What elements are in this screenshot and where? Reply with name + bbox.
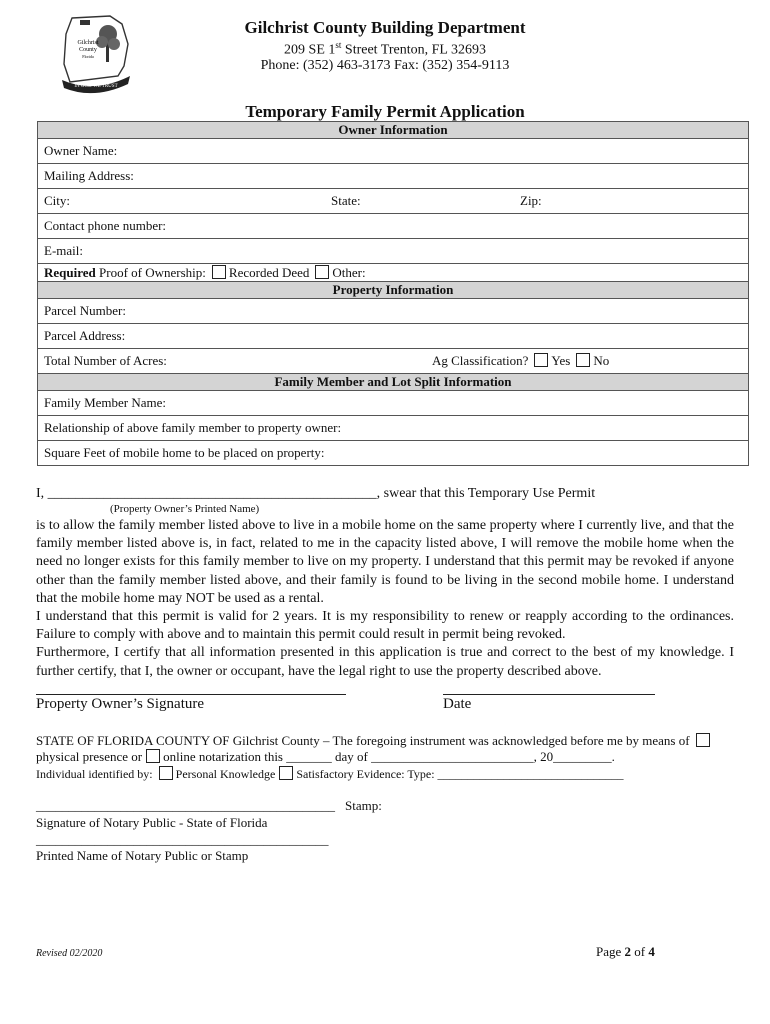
- notary-presence-row: physical presence or online notarization this _______ day of _________________________, 20_________.: [36, 749, 615, 764]
- mailing-address-field[interactable]: Mailing Address:: [38, 164, 749, 189]
- printed-name-caption: (Property Owner’s Printed Name): [110, 503, 260, 515]
- ag-no-label: No: [593, 353, 610, 368]
- ag-yes-checkbox[interactable]: [534, 353, 548, 367]
- required-label: Required: [44, 264, 96, 280]
- recorded-deed-checkbox[interactable]: [212, 265, 226, 279]
- zip-label: Zip:: [520, 193, 542, 208]
- statement-paragraph: is to allow the family member listed above to live in a mobile home on the same property where I currently live, and that the family member listed above is, in fact, related to me in the capacity listed above, I will remove the mobile home when the need no longer exists for this family member to live on my property. I understand that this permit may be revoked if anyone other than the family member listed above, and their family is found to be living in the second mobile home. I understand that the mobile home may NOT be used as a rental.: [36, 518, 734, 606]
- personal-knowledge-checkbox[interactable]: [159, 766, 173, 780]
- online-notarization-checkbox[interactable]: [146, 749, 160, 763]
- recorded-deed-label: Recorded Deed: [228, 264, 310, 280]
- property-information-header: Property Information: [38, 282, 749, 299]
- page-number: Page 2 of 4: [596, 944, 655, 959]
- physical-presence-checkbox[interactable]: [696, 733, 710, 747]
- state-label: State:: [331, 193, 361, 208]
- family-member-name-field[interactable]: Family Member Name:: [38, 391, 749, 416]
- identification-row: Individual identified by: Personal Knowledge Satisfactory Evidence: Type: _______________________________: [36, 767, 624, 781]
- notary-signature-label: Signature of Notary Public - State of Florida: [36, 815, 268, 830]
- proof-of-ownership-row: Required Proof of Ownership: Recorded Deed Other:: [38, 264, 749, 282]
- other-checkbox[interactable]: [315, 265, 329, 279]
- notary-printed-name-label: Printed Name of Notary Public or Stamp: [36, 848, 249, 863]
- seal-motto: IN GOD WE TRUST: [74, 84, 118, 89]
- total-acres-label[interactable]: Total Number of Acres:: [44, 353, 167, 368]
- owner-signature-line[interactable]: [36, 694, 346, 695]
- stamp-label: Stamp:: [345, 798, 382, 813]
- city-label: City:: [44, 193, 71, 208]
- notary-signature-blank[interactable]: ______________________________________________: [36, 798, 335, 813]
- department-title: Gilchrist County Building Department: [244, 18, 526, 37]
- email-field[interactable]: E-mail:: [38, 239, 749, 264]
- notary-printed-name-blank[interactable]: _____________________________________________: [36, 832, 329, 847]
- certification-paragraph: Furthermore, I certify that all information presented in this application is true and correct to the best of my knowledge. I further certify, that I, the owner or occupant, have the legal right to use the property described above.: [36, 645, 734, 679]
- relationship-field[interactable]: Relationship of above family member to property owner:: [38, 416, 749, 441]
- ag-no-checkbox[interactable]: [576, 353, 590, 367]
- revised-date: Revised 02/2020: [36, 948, 103, 959]
- parcel-address-field[interactable]: Parcel Address:: [38, 324, 749, 349]
- seal-text-county: County: [79, 47, 97, 53]
- family-member-header: Family Member and Lot Split Information: [38, 374, 749, 391]
- parcel-number-field[interactable]: Parcel Number:: [38, 299, 749, 324]
- owner-information-header: Owner Information: [38, 122, 749, 139]
- department-phone: Phone: (352) 463-3173 Fax: (352) 354-9113: [260, 58, 510, 73]
- form-title: Temporary Family Permit Application: [245, 102, 525, 121]
- seal-text-florida: Florida: [82, 54, 94, 59]
- notary-statement: STATE OF FLORIDA COUNTY OF Gilchrist County – The foregoing instrument was acknowledged before me by means of: [36, 733, 713, 749]
- acres-ag-row: [38, 349, 749, 374]
- satisfactory-evidence-checkbox[interactable]: [279, 766, 293, 780]
- owner-signature-label: Property Owner’s Signature: [36, 696, 205, 712]
- department-address: 209 SE 1st Street Trenton, FL 32693: [284, 40, 486, 58]
- city-state-zip-row[interactable]: [38, 189, 749, 214]
- swear-line: I, _______________________________________________, swear that this Temporary Use Permit: [36, 486, 596, 501]
- ag-yes-label: Yes: [551, 353, 571, 368]
- square-feet-field[interactable]: Square Feet of mobile home to be placed on property:: [38, 441, 749, 466]
- other-label: Other:: [332, 264, 366, 280]
- date-line[interactable]: [443, 694, 655, 695]
- seal-text-gilchrist: Gilchrist: [77, 40, 99, 46]
- statement-body: [36, 517, 734, 681]
- application-form-table: [37, 121, 749, 466]
- validity-paragraph: I understand that this permit is valid for 2 years. It is my responsibility to renew or reapply according to the ordinances. Failure to comply with above and to maintain this permit could result in permit being revoked.: [36, 609, 734, 643]
- notary-signature-row: [36, 798, 382, 814]
- date-label: Date: [443, 696, 472, 712]
- contact-phone-field[interactable]: Contact phone number:: [38, 214, 749, 239]
- ag-classification-label: Ag Classification?: [432, 353, 529, 368]
- owner-name-field[interactable]: Owner Name:: [38, 139, 749, 164]
